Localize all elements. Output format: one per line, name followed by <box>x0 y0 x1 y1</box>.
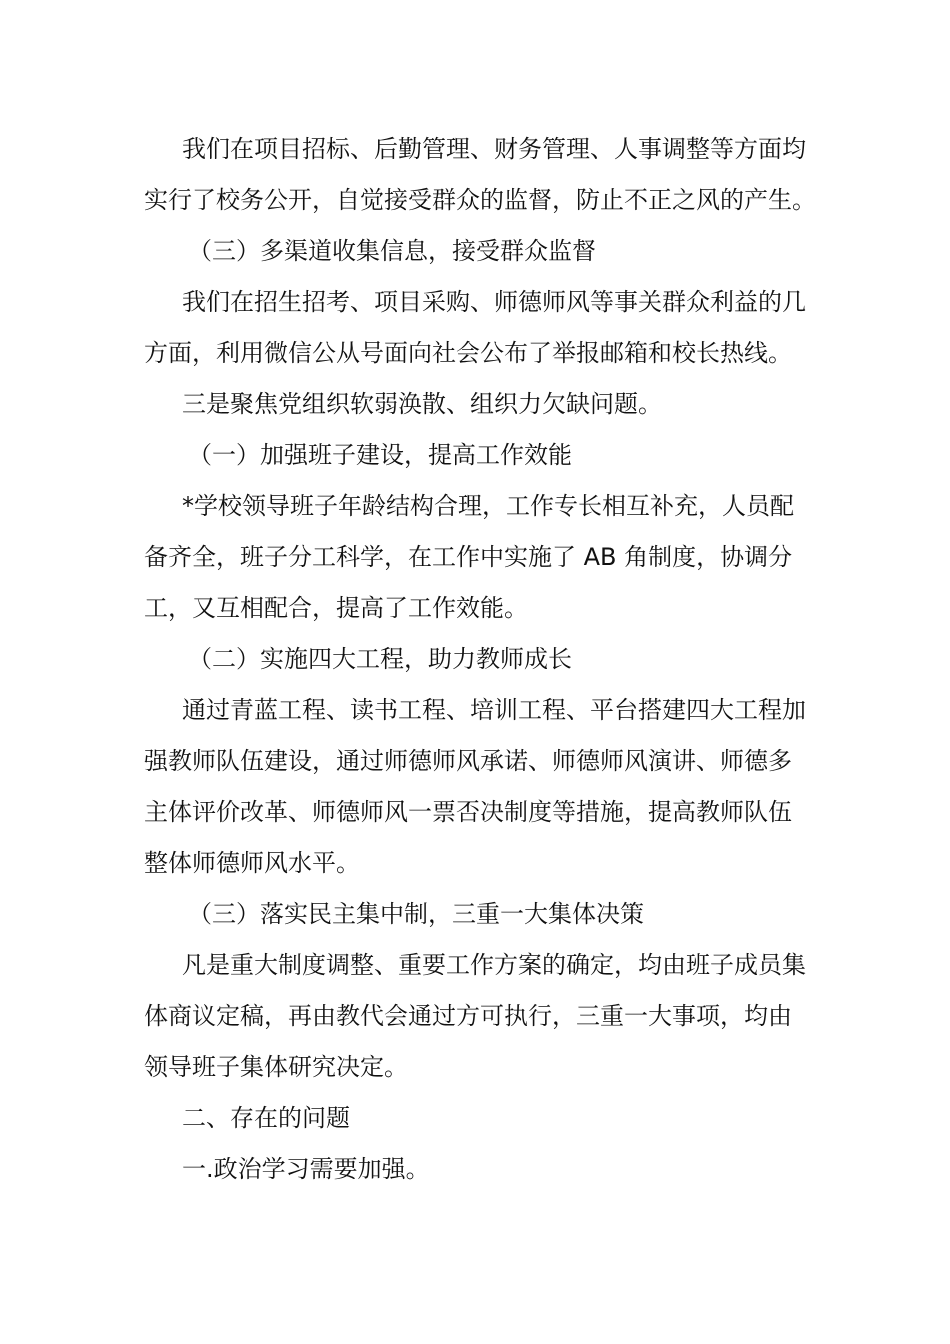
text-line: 强教师队伍建设，通过师德师风承诺、师德师风演讲、师德多 <box>144 747 792 775</box>
text-line: 我们在招生招考、项目采购、师德师风等事关群众利益的几 <box>182 288 806 316</box>
subheading-text: （三）多渠道收集信息，接受群众监督 <box>188 237 596 265</box>
text-line: 体商议定稿，再由教代会通过方可执行，三重一大事项，均由 <box>144 1002 792 1030</box>
subheading-multichannel <box>144 226 810 277</box>
subheading-team-building <box>144 430 810 481</box>
paragraph-transparency <box>144 124 816 226</box>
text-line: 方面，利用微信公从号面向社会公布了举报邮箱和校长热线。 <box>144 339 792 367</box>
paragraph-leadership <box>144 481 810 634</box>
section-heading-problems <box>144 1093 810 1144</box>
text-line: 领导班子集体研究决定。 <box>144 1053 408 1081</box>
section-heading-three <box>144 379 810 430</box>
subheading-text: （二）实施四大工程，助力教师成长 <box>188 645 572 673</box>
text-line: 备齐全，班子分工科学，在工作中实施了 AB 角制度，协调分 <box>144 543 793 571</box>
text-line: 整体师德师风水平。 <box>144 849 360 877</box>
text-line: 通过青蓝工程、读书工程、培训工程、平台搭建四大工程加 <box>182 696 806 724</box>
document-body <box>144 124 816 1195</box>
section-heading-text: 二、存在的问题 <box>182 1104 350 1132</box>
subheading-democratic-centralism <box>144 889 810 940</box>
paragraph-report-channels <box>144 277 810 379</box>
text-line: *学校领导班子年龄结构合理，工作专长相互补充，人员配 <box>182 492 794 520</box>
text-line: 主体评价改革、师德师风一票否决制度等措施，提高教师队伍 <box>144 798 792 826</box>
text-line: 实行了校务公开，自觉接受群众的监督，防止不正之风的产生。 <box>144 186 816 214</box>
subheading-text: （一）加强班子建设，提高工作效能 <box>188 441 572 469</box>
paragraph-teacher-growth <box>144 685 810 889</box>
text-line: 工，又互相配合，提高了工作效能。 <box>144 594 528 622</box>
text-line: 一.政治学习需要加强。 <box>182 1155 430 1183</box>
text-line: 我们在项目招标、后勤管理、财务管理、人事调整等方面均 <box>182 135 806 163</box>
paragraph-collective-decision <box>144 940 810 1093</box>
subheading-text: （三）落实民主集中制，三重一大集体决策 <box>188 900 644 928</box>
section-heading-text: 三是聚焦党组织软弱涣散、组织力欠缺问题。 <box>182 390 662 418</box>
subheading-four-projects <box>144 634 810 685</box>
problem-item-one <box>144 1144 810 1195</box>
text-line: 凡是重大制度调整、重要工作方案的确定，均由班子成员集 <box>182 951 806 979</box>
